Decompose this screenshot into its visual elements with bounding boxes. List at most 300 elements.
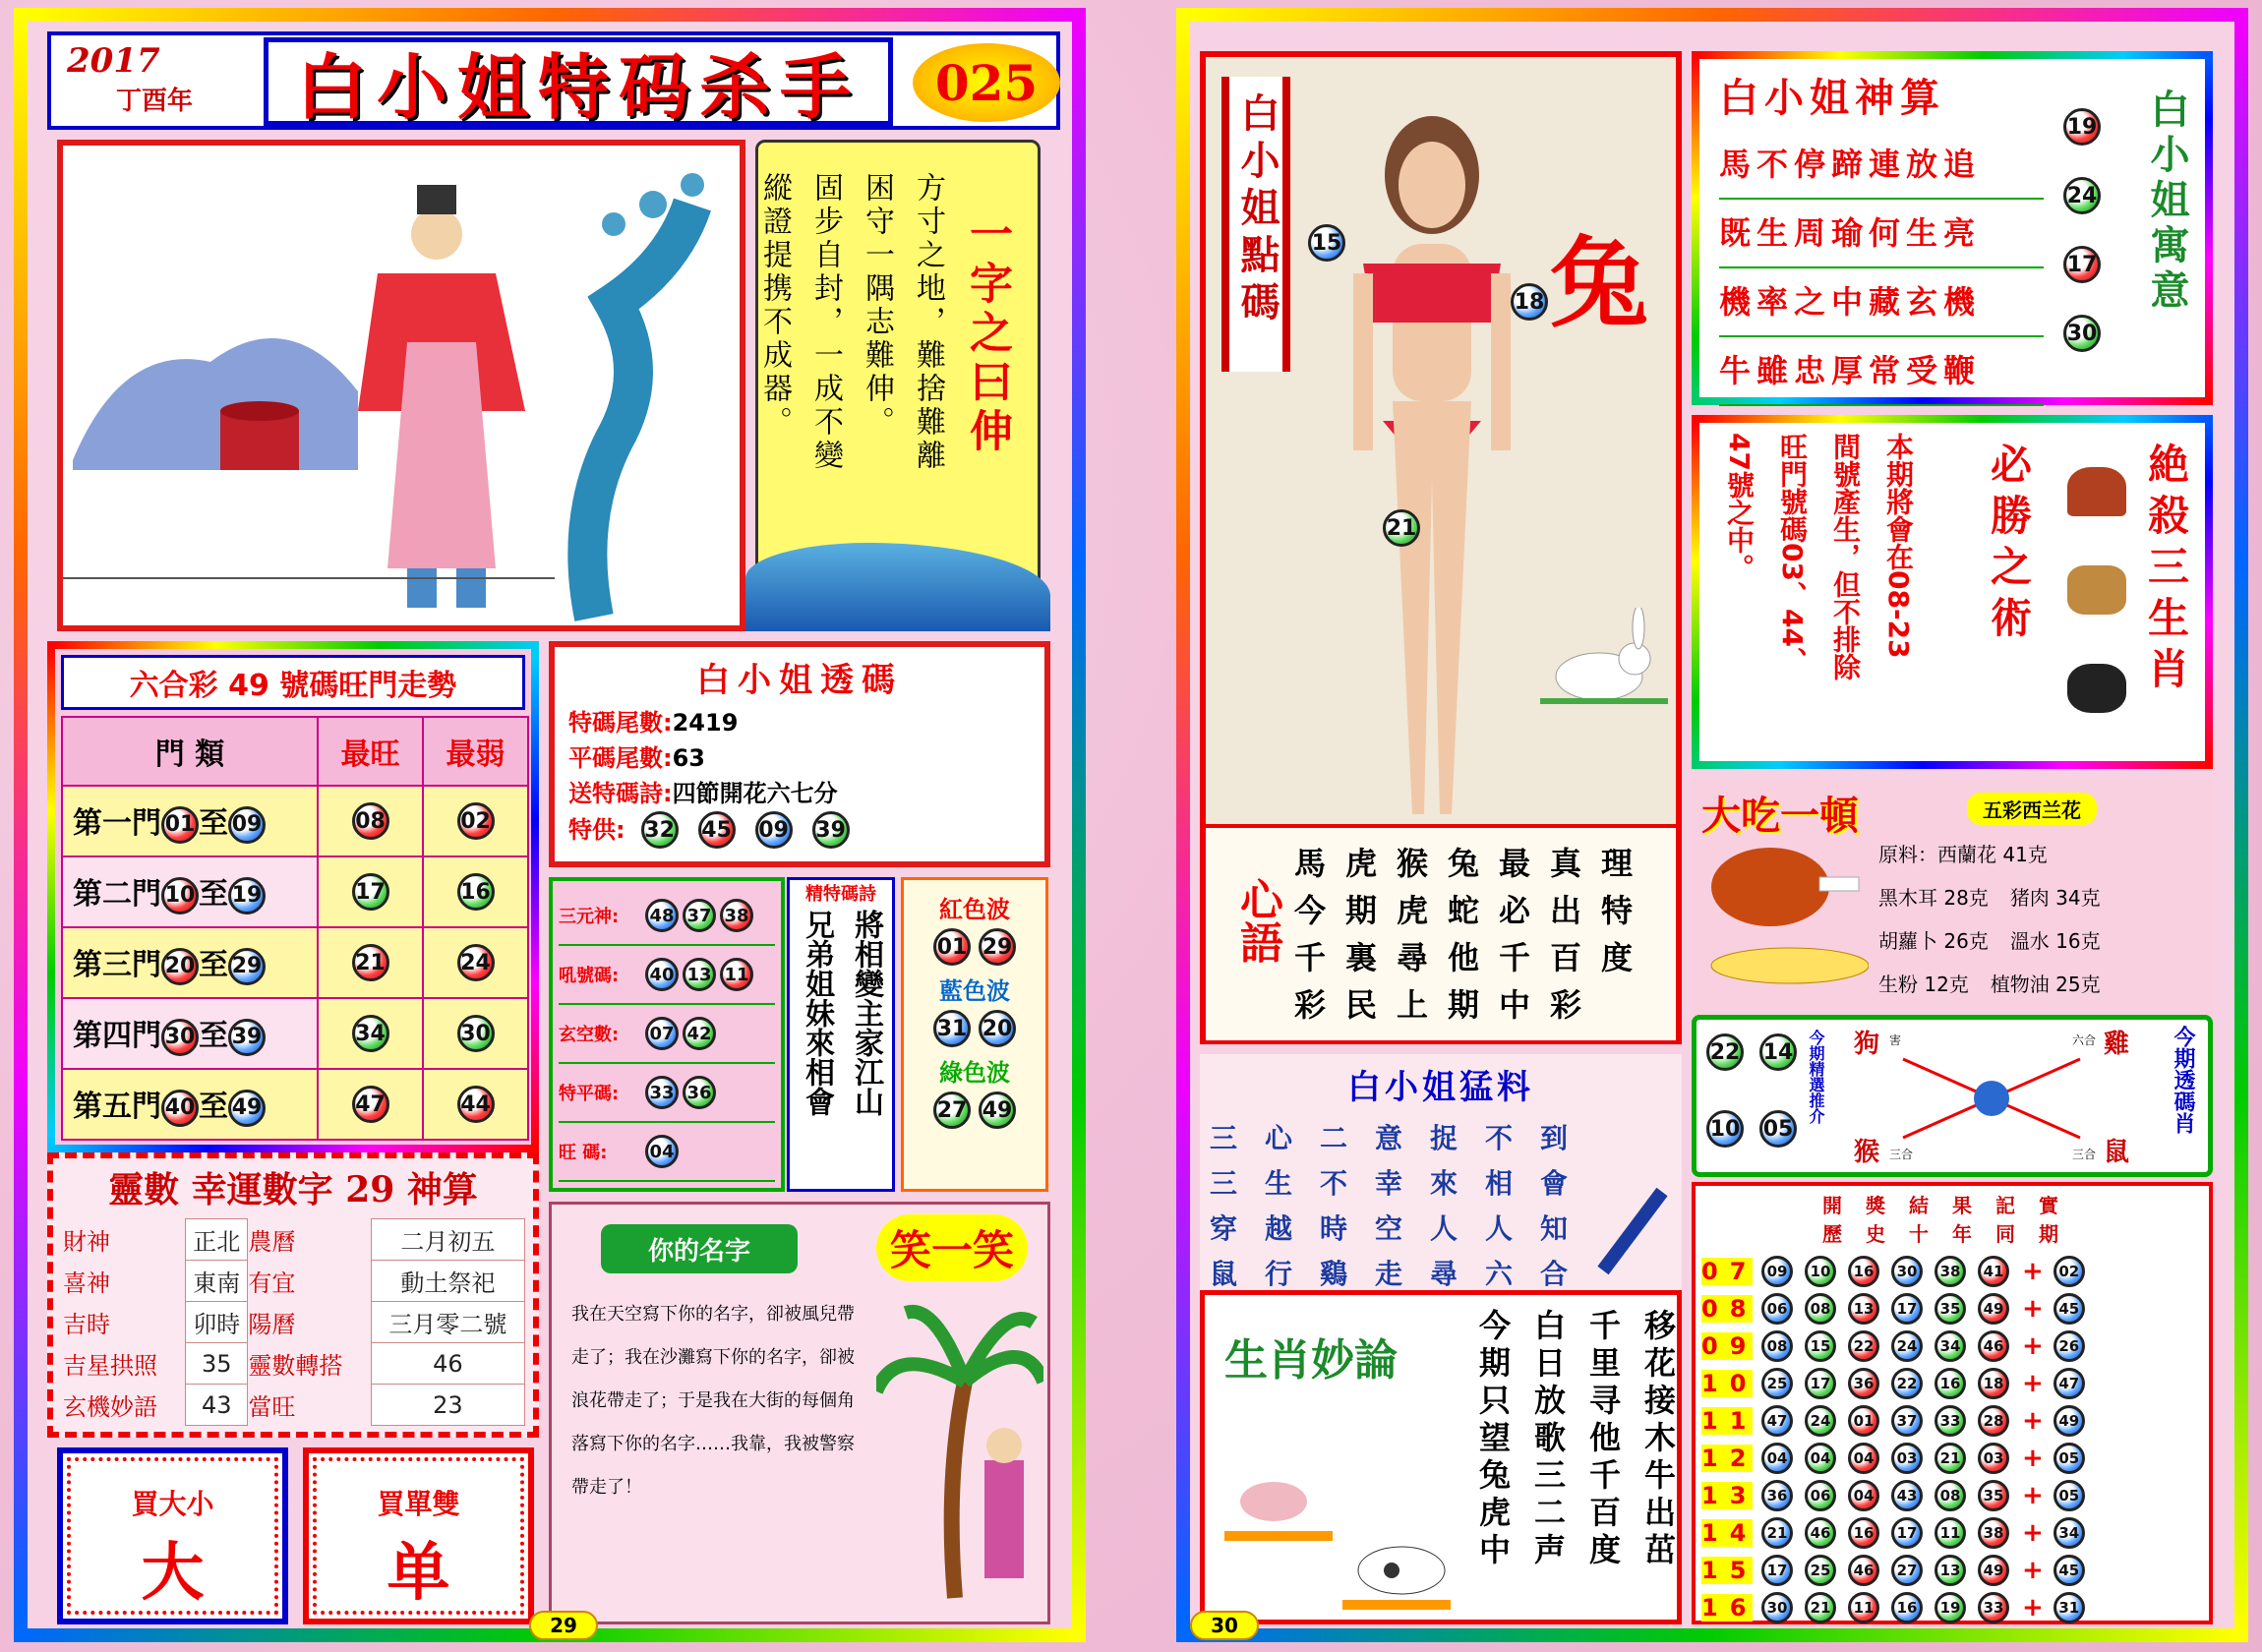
issue-badge: 025	[913, 43, 1060, 122]
lucky-cell: 玄機妙語	[63, 1393, 157, 1421]
range-from-ball: 40	[161, 1090, 199, 1127]
reveal-label: 今期透碼肖	[2171, 1026, 2195, 1134]
calc-line: 既生周瑜何生亮	[1719, 200, 2044, 268]
cold-ball: 44	[457, 1086, 495, 1123]
page-number-left: 29	[529, 1611, 598, 1640]
history-special-ball: 49	[2054, 1405, 2085, 1437]
main-title: 白小姐特码杀手	[264, 37, 893, 126]
plus-sign: +	[2022, 1481, 2044, 1510]
cold-ball: 24	[457, 944, 495, 981]
history-special-ball: 26	[2054, 1330, 2085, 1362]
calc-panel	[1692, 51, 2213, 405]
poem-line: 方寸之地，難捨難離	[911, 172, 945, 473]
calc-line: 馬不停蹄連放追	[1719, 131, 2044, 200]
rabbit-icon	[1540, 608, 1668, 706]
header-category: 門 類	[62, 717, 318, 786]
history-year: 15	[1701, 1557, 1758, 1584]
year-cn: 丁酉年	[116, 87, 194, 116]
calc-line: 機率之中藏玄機	[1719, 268, 2044, 337]
history-ball: 47	[1761, 1405, 1793, 1437]
history-year: 08	[1701, 1295, 1758, 1323]
history-ball: 03	[1891, 1443, 1923, 1474]
oddeven-value: 单	[387, 1537, 450, 1610]
lucky-cell: 有宜	[248, 1269, 296, 1297]
history-year: 07	[1701, 1258, 1758, 1285]
history-special-ball: 45	[2054, 1293, 2085, 1325]
meal-item: 原料：西蘭花 41克	[1878, 843, 2048, 866]
history-ball: 49	[1978, 1293, 2009, 1325]
history-ball: 10	[1805, 1256, 1836, 1287]
history-ball: 46	[1978, 1330, 2009, 1362]
zodiac-char: 兔	[1550, 225, 1648, 341]
plus-sign: +	[2022, 1257, 2044, 1286]
hot-title: 白小姐猛料	[1347, 1068, 1534, 1107]
lucky-cell: 當旺	[248, 1393, 296, 1421]
history-ball: 38	[1935, 1256, 1966, 1287]
history-ball: 34	[1935, 1330, 1966, 1362]
history-ball: 08	[1935, 1480, 1966, 1511]
code-row	[559, 946, 775, 1005]
dragon-arrows	[1883, 1049, 2100, 1148]
history-ball: 09	[1761, 1256, 1793, 1287]
point-title: 白小姐點碼	[1234, 92, 1280, 328]
history-ball: 17	[1891, 1517, 1923, 1549]
history-ball: 46	[1805, 1517, 1836, 1549]
meal-item: 生粉 12克	[1878, 973, 1969, 996]
range-to-label: 至	[199, 948, 228, 983]
cold-ball: 02	[457, 802, 495, 840]
reveal-line: 平碼尾數:63	[568, 744, 706, 772]
poem-title: 一字之曰伸	[962, 211, 1012, 457]
history-special-ball: 45	[2054, 1555, 2085, 1586]
hot-panel	[1200, 1054, 1682, 1290]
win-line: 本期將會在08-23	[1882, 433, 1915, 659]
meal-item: 胡蘿卜 26克	[1878, 929, 1989, 953]
waves-panel	[901, 877, 1048, 1192]
reveal-lines	[555, 701, 1044, 853]
history-sub: 歷史十年同期	[1822, 1222, 2082, 1246]
hot-ball: 34	[352, 1015, 389, 1052]
history-year: 14	[1701, 1519, 1758, 1547]
range-to-label: 至	[199, 1090, 228, 1125]
range-from-ball: 20	[161, 948, 199, 985]
history-ball: 13	[1935, 1555, 1966, 1586]
win-line: 47號之中。	[1723, 433, 1756, 581]
code-row	[559, 887, 775, 946]
lucky-cell: 卯時	[186, 1302, 248, 1343]
lucky-cell: 吉時	[63, 1311, 110, 1338]
history-ball: 16	[1848, 1256, 1879, 1287]
history-ball: 35	[1935, 1293, 1966, 1325]
wave-ball: 01	[933, 928, 971, 966]
wave-ball: 20	[979, 1010, 1016, 1047]
kill-title: 絶殺三生肖	[2142, 442, 2190, 698]
cold-ball: 30	[457, 1015, 495, 1052]
trend-table	[61, 716, 529, 1141]
history-row	[1701, 1589, 2209, 1626]
history-year: 11	[1701, 1407, 1758, 1435]
code-label: 三元神:	[559, 907, 620, 927]
hot-ball: 21	[352, 944, 389, 981]
compass-rooster: 雞	[2103, 1030, 2129, 1059]
code-ball: 48	[645, 899, 679, 932]
meal-line	[1878, 876, 2122, 919]
zodiac-talk-col: 白日放歌三二声	[1529, 1309, 1567, 1570]
lucky-row	[63, 1261, 525, 1302]
trend-row	[62, 1069, 528, 1140]
trend-label: 第二門	[73, 877, 161, 913]
joke-text: 我在天空寫下你的名字，卻被風兒帶走了；我在沙灘寫下你的名字，卻被浪花帶走了；于是我在大街的每個角落寫下你的名字……我靠，我被警察帶走了！	[571, 1304, 855, 1498]
history-special-ball: 31	[2054, 1592, 2085, 1623]
photo-ball: 21	[1383, 509, 1420, 547]
trend-label: 第三門	[73, 948, 161, 983]
lucky-cell: 二月初五	[371, 1219, 524, 1261]
dog-icon	[2067, 565, 2126, 615]
lucky-num-row	[63, 1385, 525, 1426]
meal-line	[1878, 919, 2122, 963]
history-ball: 25	[1761, 1368, 1793, 1399]
history-ball: 41	[1978, 1256, 2009, 1287]
history-ball: 04	[1848, 1443, 1879, 1474]
poem2-col: 將相變主家江山	[849, 910, 883, 1116]
verse-row: 今期虎蛇必出特	[1294, 892, 1653, 929]
wave-name: 綠色波	[939, 1059, 1010, 1087]
zodiac-talk-panel	[1200, 1290, 1682, 1624]
history-row	[1701, 1290, 2209, 1328]
history-ball: 17	[1805, 1368, 1836, 1399]
history-ball: 03	[1978, 1443, 2009, 1474]
kill-icons	[2057, 442, 2136, 738]
meal-item: 溫水 16克	[2009, 929, 2101, 953]
history-ball: 25	[1805, 1555, 1836, 1586]
calc-ball: 24	[2063, 177, 2101, 214]
range-to-ball: 19	[228, 877, 266, 914]
history-ball: 27	[1891, 1555, 1923, 1586]
calc-title: 白小姐神算	[1719, 75, 1945, 121]
photo-ball: 15	[1308, 224, 1345, 262]
special-ball: 39	[812, 811, 850, 849]
win-line: 旺門號碼03、44、	[1776, 433, 1809, 675]
compass-monkey: 猴	[1854, 1138, 1880, 1167]
history-ball: 01	[1848, 1405, 1879, 1437]
lucky-num-row	[63, 1343, 525, 1385]
history-special-ball: 47	[2054, 1368, 2085, 1399]
verse-row: 馬虎猴兔最真理	[1294, 845, 1653, 882]
trend-row	[62, 856, 528, 927]
history-ball: 19	[1935, 1592, 1966, 1623]
wave-ball: 27	[933, 1092, 971, 1129]
history-row	[1701, 1440, 2209, 1477]
code-ball: 40	[645, 958, 679, 991]
lucky-cell: 陽曆	[248, 1311, 296, 1338]
photo-panel	[1200, 51, 1682, 1044]
history-ball: 08	[1761, 1330, 1793, 1362]
verse-row: 千裏尋他千百度	[1294, 939, 1653, 976]
history-special-ball: 05	[2054, 1480, 2085, 1511]
history-special-ball: 05	[2054, 1443, 2085, 1474]
range-to-ball: 29	[228, 948, 266, 985]
zodiac-talk-col: 今期只望兔虎中	[1474, 1309, 1512, 1570]
meal-item: 植物油 25克	[1990, 973, 2101, 996]
page-number-right: 30	[1190, 1611, 1259, 1640]
zodiac-talk-col: 移花接木牛出茁	[1639, 1309, 1677, 1570]
model-photo	[1314, 96, 1550, 824]
header-hot: 最旺	[318, 717, 423, 786]
history-ball: 22	[1891, 1368, 1923, 1399]
meal-panel	[1692, 779, 2213, 1015]
poem2-panel	[787, 877, 895, 1192]
history-ball: 16	[1935, 1368, 1966, 1399]
point-title-box	[1221, 77, 1290, 372]
lucky-cell: 農曆	[248, 1228, 296, 1256]
code-ball: 07	[645, 1017, 679, 1050]
lucky-cell: 吉星拱照	[63, 1352, 157, 1380]
trend-panel	[47, 641, 539, 1152]
illustration-frame	[57, 140, 745, 631]
year: 2017	[67, 41, 160, 81]
name-tag: 你的名字	[601, 1224, 798, 1273]
history-row	[1701, 1514, 2209, 1552]
history-year: 16	[1701, 1594, 1758, 1622]
range-to-label: 至	[199, 1019, 228, 1054]
history-ball: 24	[1805, 1405, 1836, 1437]
history-ball: 33	[1978, 1592, 2009, 1623]
range-to-label: 至	[199, 806, 228, 842]
range-to-ball: 09	[228, 806, 266, 844]
zodiac-talk-cols	[1470, 1309, 1681, 1570]
code-ball: 04	[645, 1135, 679, 1168]
history-ball: 21	[1761, 1517, 1793, 1549]
trend-label: 第一門	[73, 806, 161, 842]
history-ball: 35	[1978, 1480, 2009, 1511]
palm-tree-illustration	[876, 1283, 1043, 1608]
pick-ball: 10	[1706, 1110, 1744, 1148]
joke-panel	[549, 1202, 1050, 1624]
zodiac-talk-col: 千里寻他千百度	[1584, 1309, 1622, 1570]
history-ball: 49	[1978, 1555, 2009, 1586]
history-ball: 16	[1848, 1517, 1879, 1549]
poem-lines	[752, 172, 949, 473]
verse-side: 心語	[1232, 877, 1282, 964]
history-row	[1701, 1253, 2209, 1290]
history-ball: 33	[1935, 1405, 1966, 1437]
lucky-title: 靈數 幸運數字 29 神算	[108, 1169, 478, 1210]
wave-ball: 31	[933, 1010, 971, 1047]
meal-title: 大吃一頓	[1701, 794, 1859, 839]
bigsmall-value: 大	[141, 1537, 205, 1610]
pen-icon	[1593, 1182, 1672, 1280]
compass-rat: 鼠	[2103, 1138, 2129, 1167]
plus-sign: +	[2022, 1556, 2044, 1585]
pick-panel	[1692, 1015, 2213, 1177]
plus-sign: +	[2022, 1444, 2044, 1473]
lucky-cell: 財神	[63, 1228, 110, 1256]
history-ball: 38	[1978, 1517, 2009, 1549]
history-row	[1701, 1552, 2209, 1589]
code-ball: 38	[720, 899, 753, 932]
hot-ball: 47	[352, 1086, 389, 1123]
trend-row	[62, 927, 528, 998]
header-cold: 最弱	[423, 717, 528, 786]
lucky-row	[63, 1302, 525, 1343]
history-ball: 43	[1891, 1480, 1923, 1511]
history-ball: 22	[1848, 1330, 1879, 1362]
wave-ball: 49	[979, 1092, 1016, 1129]
code-row	[559, 1123, 775, 1182]
lucky-cell: 35	[186, 1343, 248, 1385]
history-ball: 46	[1848, 1555, 1879, 1586]
history-year: 12	[1701, 1445, 1758, 1472]
meal-sub: 五彩西兰花	[1967, 793, 2097, 825]
range-to-ball: 39	[228, 1019, 266, 1056]
plus-sign: +	[2022, 1518, 2044, 1548]
sheep-icon	[2067, 664, 2126, 713]
hot-row: 三心二意捉不到	[1210, 1122, 1596, 1154]
history-ball: 17	[1891, 1293, 1923, 1325]
pick-balls	[1706, 1033, 1803, 1148]
range-to-label: 至	[199, 877, 228, 913]
code-label: 吼號碼:	[559, 966, 620, 986]
plus-sign: +	[2022, 1331, 2044, 1361]
history-ball: 17	[1761, 1555, 1793, 1586]
history-row	[1701, 1477, 2209, 1514]
left-page	[14, 8, 1086, 1642]
lucky-cell: 靈數轉搭	[248, 1352, 343, 1380]
history-ball: 16	[1891, 1592, 1923, 1623]
history-ball: 28	[1978, 1405, 2009, 1437]
history-ball: 21	[1935, 1443, 1966, 1474]
pick-ball: 05	[1759, 1110, 1797, 1148]
history-ball: 04	[1761, 1443, 1793, 1474]
hot-row: 穿越時空人人知	[1210, 1212, 1596, 1245]
smile-badge: 笑一笑	[876, 1214, 1028, 1281]
history-row	[1701, 1402, 2209, 1440]
meal-line	[1878, 833, 2122, 876]
calc-ball: 19	[2063, 108, 2101, 146]
wave-name: 藍色波	[939, 977, 1010, 1005]
calc-ball: 30	[2063, 315, 2101, 352]
compass-note: 三合	[1889, 1148, 1914, 1161]
history-ball: 36	[1848, 1368, 1879, 1399]
hot-ball: 17	[352, 873, 389, 911]
lucky-cell: 三月零二號	[371, 1302, 524, 1343]
history-ball: 18	[1978, 1368, 2009, 1399]
special-row: 特供: 32 45 09 39	[568, 811, 1031, 849]
meaning-title: 白小姐寓意	[2144, 88, 2190, 315]
meal-item: 黑木耳 28克	[1878, 886, 1989, 910]
code-ball: 37	[683, 899, 716, 932]
code-row	[559, 1064, 775, 1123]
range-from-ball: 10	[161, 877, 199, 914]
hot-ball: 08	[352, 802, 389, 840]
lucky-cell: 23	[371, 1385, 524, 1426]
lucky-cell: 東南	[186, 1261, 248, 1302]
history-ball: 04	[1848, 1480, 1879, 1511]
win-lines	[1719, 433, 1918, 680]
lucky-cell: 正北	[186, 1219, 248, 1261]
lucky-cell: 喜神	[63, 1269, 110, 1297]
code-ball: 36	[683, 1076, 716, 1109]
calc-line: 牛雖忠厚常受鞭	[1719, 337, 2044, 406]
codes-panel	[549, 877, 785, 1192]
history-ball: 08	[1805, 1293, 1836, 1325]
lucky-cell: 動土祭祀	[371, 1261, 524, 1302]
special-ball: 09	[755, 811, 793, 849]
special-ball: 45	[698, 811, 736, 849]
code-label: 玄空數:	[559, 1025, 620, 1045]
history-special-ball: 02	[2054, 1256, 2085, 1287]
compass-dog: 狗	[1854, 1030, 1880, 1059]
wave-name: 紅色波	[939, 896, 1010, 923]
cold-ball: 16	[457, 873, 495, 911]
history-year: 10	[1701, 1370, 1758, 1397]
bigsmall-label: 買大小	[131, 1488, 214, 1520]
history-row	[1701, 1365, 2209, 1402]
meal-illustration	[1701, 838, 1869, 995]
compass-note: 三合	[2071, 1148, 2096, 1161]
poem2-col: 兄弟姐妹來相會	[800, 910, 834, 1116]
trend-row	[62, 998, 528, 1069]
range-to-ball: 49	[228, 1090, 266, 1127]
history-ball: 37	[1891, 1405, 1923, 1437]
history-ball: 11	[1848, 1592, 1879, 1623]
trend-title: 六合彩 49 號碼旺門走勢	[61, 655, 525, 710]
win-line: 間號產生，但不排除	[1829, 433, 1862, 680]
reveal-title: 白小姐透碼	[696, 661, 903, 700]
history-ball: 04	[1805, 1443, 1836, 1474]
history-ball: 21	[1805, 1592, 1836, 1623]
history-special-ball: 34	[2054, 1517, 2085, 1549]
pig-cow-illustration	[1224, 1462, 1460, 1620]
poem-line: 縱證提携不成器。	[757, 172, 792, 440]
plus-sign: +	[2022, 1593, 2044, 1622]
win-title: 必勝之術	[1985, 442, 2033, 647]
poem-scroll	[755, 140, 1041, 592]
poem-line: 固步自封，一成不變	[808, 172, 843, 473]
poem-line: 困守一隅志難伸。	[860, 172, 894, 440]
history-ball: 24	[1891, 1330, 1923, 1362]
wave-ball: 29	[979, 928, 1016, 966]
lucky-cell: 46	[371, 1343, 524, 1385]
history-ball: 30	[1891, 1256, 1923, 1287]
verse-box	[1206, 824, 1676, 1040]
history-ball: 13	[1848, 1293, 1879, 1325]
range-from-ball: 30	[161, 1019, 199, 1056]
history-year: 09	[1701, 1332, 1758, 1360]
code-ball: 42	[683, 1017, 716, 1050]
bigsmall-box	[57, 1447, 288, 1624]
range-from-ball: 01	[161, 806, 199, 844]
history-ball: 06	[1805, 1480, 1836, 1511]
code-row	[559, 1005, 775, 1064]
win-panel	[1692, 415, 2213, 769]
compass-note: 害	[1889, 1033, 1902, 1047]
history-title: 開獎結果記實	[1822, 1194, 2082, 1217]
meal-line	[1878, 963, 2122, 1006]
lucky-cell: 43	[186, 1385, 248, 1426]
pick-label: 今期精選推介	[1807, 1030, 1825, 1124]
history-panel	[1692, 1182, 2213, 1624]
trend-label: 第五門	[73, 1090, 161, 1125]
lucky-row	[63, 1219, 525, 1261]
woman-well-illustration	[63, 146, 740, 625]
trend-row	[62, 786, 528, 856]
zodiac-talk-title: 生肖妙論	[1224, 1335, 1398, 1386]
history-year: 13	[1701, 1482, 1758, 1509]
history-row	[1701, 1328, 2209, 1365]
hot-row: 鼠行鷄走尋六合	[1210, 1258, 1596, 1290]
code-label: 旺 碼:	[559, 1143, 608, 1163]
